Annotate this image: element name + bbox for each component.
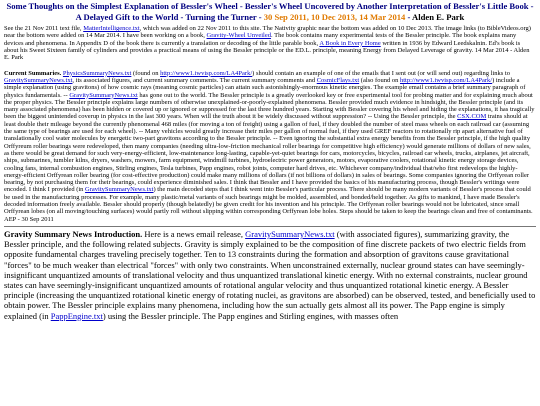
current-summaries-heading: Current Summaries.	[4, 69, 62, 77]
cs-text-4: , its associated figures, and current summary comments. The current summary comments and	[72, 76, 317, 84]
papp-engine-link[interactable]: PappEngine.txt	[50, 310, 103, 321]
cs-text-2: (found on	[131, 69, 161, 77]
gn-text-3: ) using the Bessler principle. The Papp engines and Stirling engines, with masses often	[102, 310, 399, 321]
intro-text-4: written in 1936 by Edward Leedskalnin. Ed's book is about his Sweet Sixteen family of cylinders and provides a practical means of using the Bessler principle or the ED.L. principle, meaning Energy from Delayed Leverage of gravity. 14 Mar 2014 - Alden E. Park	[4, 39, 530, 62]
author-name: Alden E. Park	[412, 11, 465, 22]
section-divider	[4, 226, 536, 227]
cs-text-3: ) should contain an example of one of the emails that I sent out (or will send out) regarding links to	[252, 69, 510, 77]
page-title-text: Some Thoughts on the Simplest Explanation of Bessler's Wheel - Bessler's Wheel Uncovered by Another Interpretation of Bessler's Little Book - A Delayed Gift to the World - Turning the Turner	[6, 1, 534, 22]
gravity-news-paragraph	[4, 229, 536, 321]
physics-summary-news-link[interactable]: PhysicsSummaryNews.txt	[62, 69, 132, 77]
gravity-summary-news-link-3[interactable]: GravitySummaryNews.txt	[85, 186, 154, 194]
intro-text-1: See the 21 Nov 2011 text file,	[4, 25, 84, 33]
gravity-wheel-unveiled-link[interactable]: Gravity-Wheel Unveiled	[206, 32, 271, 40]
matter-intelligence-link[interactable]: MatterIntelligence.txt	[83, 25, 140, 33]
current-summaries-paragraph	[4, 70, 536, 223]
csx-link[interactable]: CSX.COM	[457, 113, 487, 121]
gn-text-1: Here is a news email release,	[142, 228, 246, 239]
gravity-summary-news-link-4[interactable]: GravitySummaryNews.txt	[245, 228, 335, 239]
cosmic-rays-link[interactable]: CosmicFlays.txt	[316, 76, 360, 84]
gravity-news-heading: Gravity Summary News Introduction.	[4, 228, 143, 239]
cs-text-9: ) the main decoded steps that I think went into Bessler's particular process. There should be many modern variants of Bessler's process that could be used in the manufacturing processes. For example, many plastic/metal variants of such bearings might be molded, assembled, and bonded/held together. As gifts to mankind, I have made Bessler's decoded information freely available. Bessler should properly (though belatedly) be given credit for his invention and his principle. The Orffyrean roller bearings would not be lubricated, since small Orffyrean lobes (on all moving/touching surfaces) would partly roll without slipping within corresponding Orffyrean lobe holes. Steps should be taken to keep the bearings clean and free of contaminants. AEP - 30 Sep 2011	[4, 186, 533, 223]
intro-text-2: , which was added on 22 Nov 2011 to this site. The Nativity graphic near the bottom was added on 10 Dec 2013. The image links (to BibleVideos.org) near the bottom were added on 14 Mar 2014. I have been working on a book,	[4, 25, 531, 40]
gravity-summary-news-link-2[interactable]: GravitySummaryNews.txt	[69, 91, 138, 99]
gn-text-2: (with associated figures), summarizing gravity, the Bessler principle, and the following related subjects. Gravity is simply explained to be the composition of fine discrete packets of two electric fields from opposite fundamental charges traveling precisely together. Ten to 13 constraints during the formation and absorption of gravitons cause gravitational "forces" to be much weaker than electrical "forces" with only two constraints. When unconstrained externally, nuclear ground states can have seemingly-insignificant unquantized amounts of translational velocity and thus unquantized translational kinetic energy. With no external constraints, nuclear ground states can have seemingly-insignificant unquantized amounts of rotational angular velocity and thus unquantized rotational kinetic energy. A Bessler principle (increasing the unquantized rotational kinetic energy of rotating nuclei, as gravitons are absorbed) can be observed, tested, and beneficially used to obtain power. The Bessler principle explains many phenomena, including how the sun actually gets almost all its power. The Papp engine is simply explained (in	[4, 228, 536, 321]
intro-paragraph	[4, 25, 536, 61]
iwvisp-link-1[interactable]: http://www1.iwvisp.com/LA4Park/	[160, 69, 253, 77]
page	[0, 1, 540, 321]
cs-text-7: has gone out to the world. The Bessler principle is a greatly overlooked key or free experimental tool for probing matter and for explaining much about the proper physics. The Bessler principle explains large numbers of otherwise unexplained-or-poorly-explained phenomena. Bessler provided much evidence in hindsight, the Bessler principle (and its many associated phenomena) has been hidden or covered up or ignored or suppressed for the last three hundred years. Starting with Bessler covering his wheel and hiding the explanations, it has tragically been the biggest unintended coverup in physics in the last 300 years. When will the truth about it be widely discussed without suppression? -- Using the Bessler principle, the	[4, 91, 535, 121]
page-title: Some Thoughts on the Simplest Explanation of Bessler's Wheel - Bessler's Wheel Uncovered by Another Interpretation of Bessler's Little Book - A Delayed Gift to the World - Turning the Turner - 30 Sep 2011, 10 Dec 2013, 14 Mar 2014 - Alden E. Park	[6, 1, 534, 22]
cs-text-5: (also found on	[359, 76, 400, 84]
cs-text-6: ) include a simple explanation (using gravitons) of how cosmic rays (meaning cosmic particles) can attain such astonishingly-enormous kinetic energies. The example email contains a brief summary paragraph of physics fundamentals. --	[4, 76, 526, 99]
gravity-summary-news-link-1[interactable]: GravitySummaryNews.txt	[4, 76, 73, 84]
iwvisp-link-2[interactable]: http://www1.iwvisp.com/LA4Park/	[399, 76, 493, 84]
cs-text-8: trains should at least double their mileage beyond the currently phenomenal 468 miles (for moving a ton of freight) using a gallon of fuel, if they doubled the number of steel mass wheels on each railroad car (assuming the same type of bearings are used for each wheel). -- Many vehicles would greatly increase their miles per gallon of normal fuel, if they used GREF reactors to rotationally rip apart alternative fuel of translationally cool water molecules by energetic two-part gravitons according to the Bessler principle. -- Even ignoring the substantial extra energy benefits from the Bessler principle, if the high quality Orffyreum roller bearings were redeveloped, then many companies (needing ultra-low-friction mechanical roller bearings for competitive high efficiency) would generate millions of dollars of new sales, as there would be great demand for such very-energy-efficient, low-maintenance long-lasting, capable-yet-quiet bearings for cars, motorcycles, bicycles, railroad car wheels, trucks, airplanes, jet aircraft, ships, submarines, tumbler kilns, dryers, washers, mowers, farm equipment, windmill turbines, hydroelectric power generators, motors, evaporative coolers, rotational kinetic energy storage devices, cooling fans, internal combustion engines, Stirling engines, Tesla turbines, Papp engines, robot joints, computer hard drives, etc. Whichever company/individual that/who first redevelops the highly-energy-efficient Orffyrean roller bearing (for cost-effective production) could make many millions of dollars (if not billions of dollars) in sales of bearings. Some companies ignoring the Orffyrean roller bearing, by not purchasing them for their bearings, could experience diminished sales. I think that Bessler and I have provided the basics of his manufacturing process, though Bessler's writings were encoded. I think I provided (in	[4, 113, 531, 194]
book-in-every-home-link[interactable]: A Book in Every Home	[319, 39, 381, 47]
update-dates: 30 Sep 2011, 10 Dec 2013, 14 Mar 2014	[263, 11, 406, 22]
intro-text-3: . The book contains many experimental tests of the Bessler principle. The book explains many devices and phenomena. In Appendix D of the book there is currently a translation or decoding of the little parable book,	[4, 32, 517, 47]
